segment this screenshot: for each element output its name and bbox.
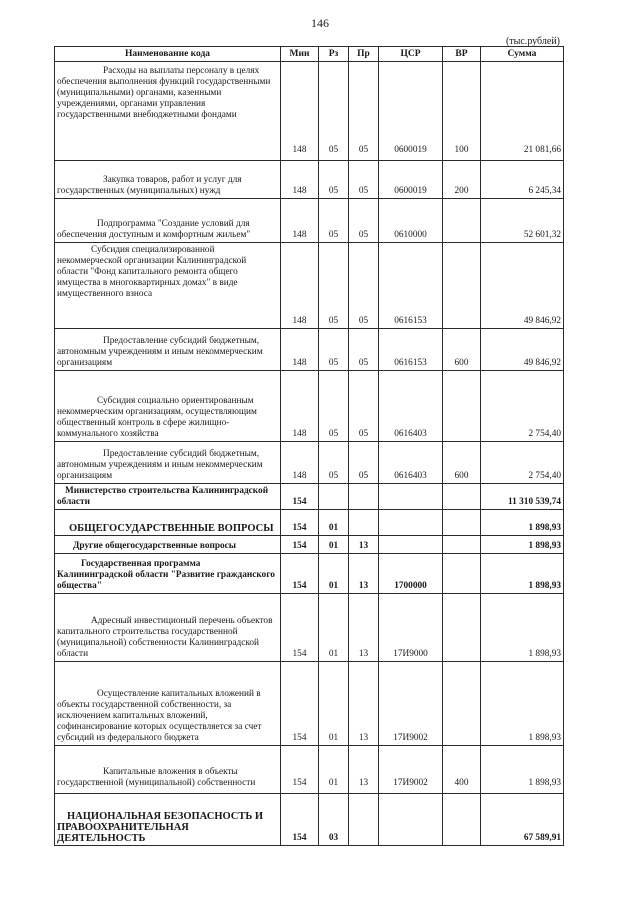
row-vr bbox=[443, 243, 481, 329]
row-sum: 1 898,93 bbox=[481, 594, 564, 662]
table-row bbox=[55, 794, 564, 846]
row-vr bbox=[443, 594, 481, 662]
row-min: 148 bbox=[281, 371, 319, 442]
budget-table bbox=[54, 46, 564, 846]
table-row bbox=[55, 243, 564, 329]
row-min: 154 bbox=[281, 594, 319, 662]
row-rz: 05 bbox=[319, 243, 349, 329]
table-row bbox=[55, 199, 564, 243]
row-vr bbox=[443, 371, 481, 442]
row-sum: 21 081,66 bbox=[481, 62, 564, 161]
table-row bbox=[55, 62, 564, 161]
table-row bbox=[55, 484, 564, 510]
row-rz bbox=[319, 484, 349, 510]
row-csr bbox=[379, 794, 443, 846]
row-min: 154 bbox=[281, 662, 319, 746]
row-name: Предоставление субсидий бюджетным, автономным учреждениям и иным некоммерческим организациям bbox=[55, 442, 281, 484]
row-rz: 01 bbox=[319, 594, 349, 662]
row-name: Осуществление капитальных вложений в объекты государственной собственности, за исключением капитальных вложений, софинансирование которых осуществляется за счет субсидий из федерального бюджета bbox=[55, 662, 281, 746]
row-vr: 200 bbox=[443, 161, 481, 199]
table-row bbox=[55, 161, 564, 199]
row-vr: 400 bbox=[443, 746, 481, 794]
row-sum: 11 310 539,74 bbox=[481, 484, 564, 510]
row-rz: 01 bbox=[319, 662, 349, 746]
row-min: 154 bbox=[281, 554, 319, 594]
row-min: 154 bbox=[281, 484, 319, 510]
row-vr: 100 bbox=[443, 62, 481, 161]
row-vr bbox=[443, 199, 481, 243]
row-min: 148 bbox=[281, 243, 319, 329]
row-sum: 1 898,93 bbox=[481, 662, 564, 746]
row-sum: 49 846,92 bbox=[481, 329, 564, 371]
row-vr bbox=[443, 662, 481, 746]
row-rz: 05 bbox=[319, 161, 349, 199]
row-name: Расходы на выплаты персоналу в целях обеспечения выполнения функций государственными (муниципальными) органами, казенными учреждениями, органами управления государственными внебюджетными фондами bbox=[55, 62, 281, 161]
row-csr bbox=[379, 510, 443, 536]
row-min: 148 bbox=[281, 62, 319, 161]
row-pr: 05 bbox=[349, 62, 379, 161]
row-min: 154 bbox=[281, 794, 319, 846]
header-min: Мин bbox=[281, 47, 319, 62]
row-csr bbox=[379, 536, 443, 554]
row-vr: 600 bbox=[443, 442, 481, 484]
row-min: 148 bbox=[281, 161, 319, 199]
row-csr: 0610000 bbox=[379, 199, 443, 243]
row-pr bbox=[349, 794, 379, 846]
row-sum: 67 589,91 bbox=[481, 794, 564, 846]
row-rz: 05 bbox=[319, 329, 349, 371]
table-row bbox=[55, 442, 564, 484]
row-pr: 13 bbox=[349, 746, 379, 794]
row-name: Государственная программа Калининградской области "Развитие гражданского общества" bbox=[55, 554, 281, 594]
row-vr bbox=[443, 484, 481, 510]
row-csr: 0616403 bbox=[379, 442, 443, 484]
row-min: 148 bbox=[281, 329, 319, 371]
table-row bbox=[55, 594, 564, 662]
row-csr: 17И9002 bbox=[379, 746, 443, 794]
row-vr bbox=[443, 554, 481, 594]
row-pr: 13 bbox=[349, 594, 379, 662]
row-rz: 01 bbox=[319, 554, 349, 594]
row-min: 148 bbox=[281, 199, 319, 243]
row-name: Другие общегосударственные вопросы bbox=[55, 536, 281, 554]
row-sum: 1 898,93 bbox=[481, 554, 564, 594]
table-row bbox=[55, 554, 564, 594]
table-row bbox=[55, 746, 564, 794]
row-name: Закупка товаров, работ и услуг для государственных (муниципальных) нужд bbox=[55, 161, 281, 199]
row-pr: 13 bbox=[349, 554, 379, 594]
row-rz: 03 bbox=[319, 794, 349, 846]
header-pr: Пр bbox=[349, 47, 379, 62]
row-rz: 01 bbox=[319, 510, 349, 536]
row-name: Капитальные вложения в объекты государственной (муниципальной) собственности bbox=[55, 746, 281, 794]
row-name: Министерство строительства Калининградской области bbox=[55, 484, 281, 510]
row-vr: 600 bbox=[443, 329, 481, 371]
row-vr bbox=[443, 794, 481, 846]
row-pr: 05 bbox=[349, 161, 379, 199]
row-sum: 1 898,93 bbox=[481, 536, 564, 554]
header-vr: ВР bbox=[443, 47, 481, 62]
header-rz: Рз bbox=[319, 47, 349, 62]
header-csr: ЦСР bbox=[379, 47, 443, 62]
row-pr: 05 bbox=[349, 243, 379, 329]
row-name: Адресный инвестиционый перечень объектов капитального строительства государственной (муниципальной) собственности Калининградской области bbox=[55, 594, 281, 662]
row-rz: 01 bbox=[319, 536, 349, 554]
row-csr: 0600019 bbox=[379, 62, 443, 161]
table-row bbox=[55, 662, 564, 746]
row-csr bbox=[379, 484, 443, 510]
row-csr: 1700000 bbox=[379, 554, 443, 594]
table-row bbox=[55, 536, 564, 554]
row-sum: 49 846,92 bbox=[481, 243, 564, 329]
row-sum: 1 898,93 bbox=[481, 746, 564, 794]
row-rz: 05 bbox=[319, 199, 349, 243]
header-sum: Сумма bbox=[481, 47, 564, 62]
row-vr bbox=[443, 510, 481, 536]
row-csr: 0616153 bbox=[379, 243, 443, 329]
row-sum: 2 754,40 bbox=[481, 371, 564, 442]
table-row bbox=[55, 371, 564, 442]
row-pr: 05 bbox=[349, 329, 379, 371]
row-sum: 52 601,32 bbox=[481, 199, 564, 243]
row-pr: 13 bbox=[349, 662, 379, 746]
row-name: Субсидия специализированной некоммерческой организации Калининградской области "Фонд капитального ремонта общего имущества в многоквартирных домах" в виде имущественного взноса bbox=[55, 243, 281, 329]
row-min: 148 bbox=[281, 442, 319, 484]
table-header-row bbox=[55, 47, 564, 62]
row-rz: 01 bbox=[319, 746, 349, 794]
row-min: 154 bbox=[281, 536, 319, 554]
row-csr: 0616403 bbox=[379, 371, 443, 442]
row-pr: 05 bbox=[349, 199, 379, 243]
row-csr: 0600019 bbox=[379, 161, 443, 199]
row-sum: 1 898,93 bbox=[481, 510, 564, 536]
page-number: 146 bbox=[311, 16, 329, 30]
row-csr: 17И9002 bbox=[379, 662, 443, 746]
row-rz: 05 bbox=[319, 62, 349, 161]
row-name: Субсидия социально ориентированным некоммерческим организациям, осуществляющим общественный контроль в сфере жилищно-коммунального хозяйства bbox=[55, 371, 281, 442]
row-name: НАЦИОНАЛЬНАЯ БЕЗОПАСНОСТЬ И ПРАВООХРАНИТЕЛЬНАЯ ДЕЯТЕЛЬНОСТЬ bbox=[55, 794, 281, 846]
header-name: Наименование кода bbox=[55, 47, 281, 62]
table-row bbox=[55, 329, 564, 371]
row-vr bbox=[443, 536, 481, 554]
units-label: (тыс.рублей) bbox=[505, 36, 560, 47]
table-row bbox=[55, 510, 564, 536]
row-pr: 05 bbox=[349, 371, 379, 442]
row-name: Подпрограмма "Создание условий для обеспечения доступным и комфортным жильем" bbox=[55, 199, 281, 243]
row-name: ОБЩЕГОСУДАРСТВЕННЫЕ ВОПРОСЫ bbox=[55, 510, 281, 536]
row-name: Предоставление субсидий бюджетным, автономным учреждениям и иным некоммерческим организациям bbox=[55, 329, 281, 371]
row-csr: 0616153 bbox=[379, 329, 443, 371]
row-sum: 6 245,34 bbox=[481, 161, 564, 199]
row-pr bbox=[349, 510, 379, 536]
row-rz: 05 bbox=[319, 371, 349, 442]
row-pr bbox=[349, 484, 379, 510]
row-csr: 17И9000 bbox=[379, 594, 443, 662]
row-pr: 13 bbox=[349, 536, 379, 554]
row-pr: 05 bbox=[349, 442, 379, 484]
row-sum: 2 754,40 bbox=[481, 442, 564, 484]
row-min: 154 bbox=[281, 746, 319, 794]
row-min: 154 bbox=[281, 510, 319, 536]
row-rz: 05 bbox=[319, 442, 349, 484]
